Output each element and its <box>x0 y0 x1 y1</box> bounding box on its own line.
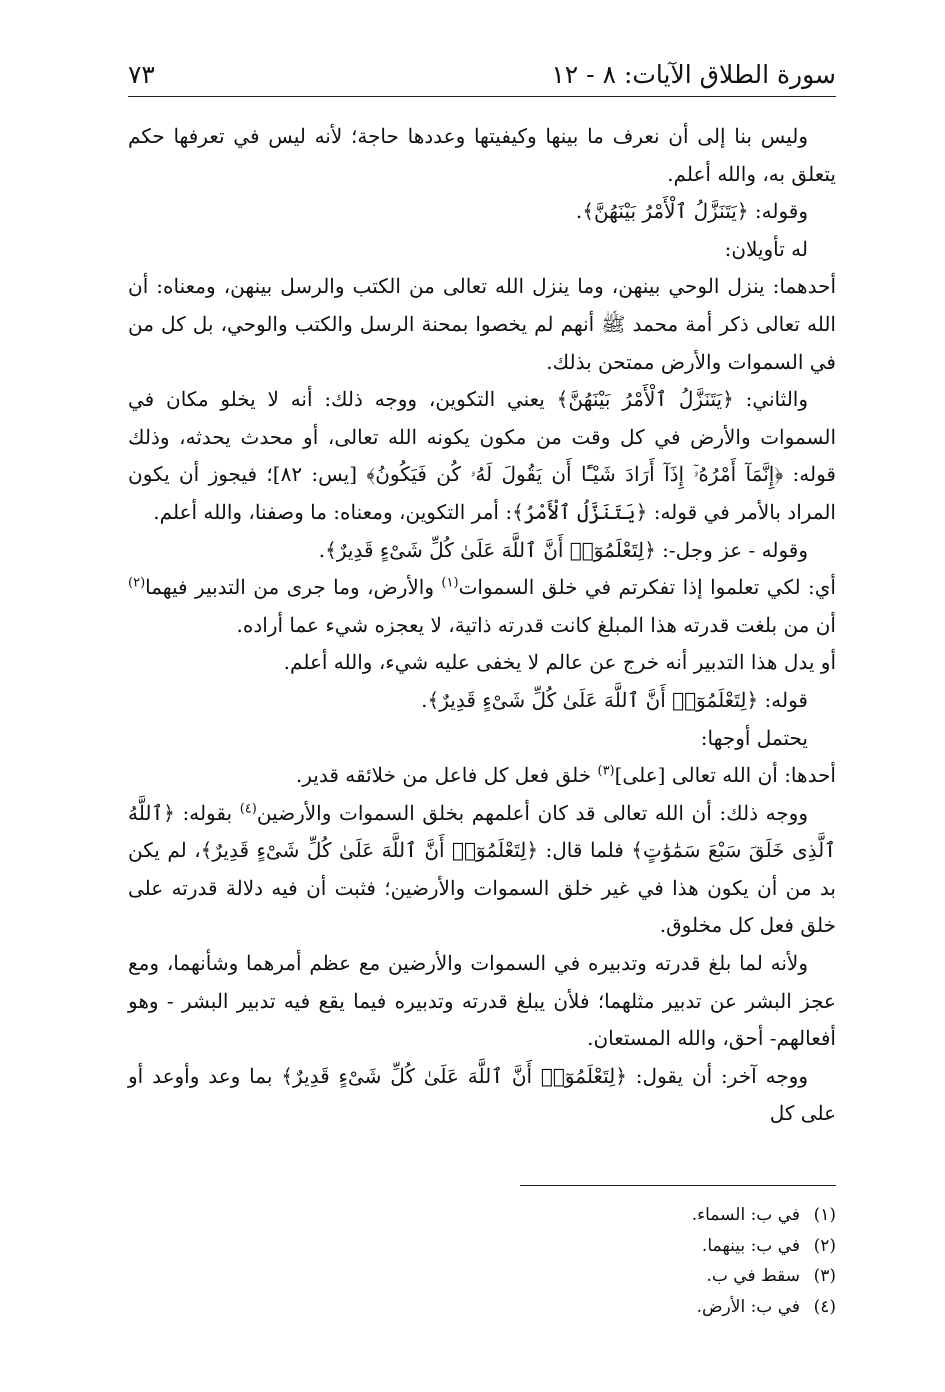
paragraph: والثاني: ﴿يَتَنَزَّلُ ٱلْأَمْرُ بَيْنَهُنَّ﴾ يعني التكوين، ووجه ذلك: أنه لا يخلو مكان في السموات والأرض في كل وقت من مكون يكونه الله تعالى، أو محدث يحدثه، وذلك قوله: ﴿إِنَّمَآ أَمْرُهُۥٓ إِذَآ أَرَادَ شَيْـًٔا أَن يَقُولَ لَهُۥ كُن فَيَكُونُ﴾ [يس: ٨٢]؛ فيجوز أن يكون المراد بالأمر في قوله: ﴿يَتَنَزَّلُ ٱلْأَمْرُ﴾: أمر التكوين، ومعناه: ما وصفنا، والله أعلم. <box>128 387 836 524</box>
footnote-number: (٤) <box>813 1296 836 1317</box>
footnote-divider <box>520 1185 836 1186</box>
page-header <box>128 52 836 97</box>
paragraph: أو يدل هذا التدبير أنه خرج عن عالم لا يخفى عليه شيء، والله أعلم. <box>283 650 836 675</box>
paragraph: يحتمل أوجها: <box>700 725 808 750</box>
paragraph: وقوله - عز وجل-: ﴿لِتَعْلَمُوٓا۟ أَنَّ ٱللَّهَ عَلَىٰ كُلِّ شَىْءٍ قَدِيرٌ﴾. <box>318 537 808 562</box>
quran-verse: ﴿لِتَعْلَمُوٓا۟ أَنَّ ٱللَّهَ عَلَىٰ كُلِّ شَىْءٍ قَدِيرٌ﴾ <box>325 537 656 562</box>
footnote-ref: (١) <box>441 575 459 591</box>
page-number: ٧٣ <box>128 60 155 89</box>
quran-verse: ﴿ٱللَّهُ ٱلَّذِى خَلَقَ سَبْعَ سَمَٰوَٰتٍ﴾ <box>128 800 836 863</box>
footnote-item <box>128 1261 836 1292</box>
paragraph: وقوله: ﴿يَتَنَزَّلُ ٱلْأَمْرُ بَيْنَهُنَّ﴾. <box>575 199 808 224</box>
paragraph: وليس بنا إلى أن نعرف ما بينها وكيفيتها وعددها حاجة؛ لأنه ليس في تعرفها حكم يتعلق به، والله أعلم. <box>128 124 836 186</box>
quran-verse: ﴿لِتَعْلَمُوٓا۟ أَنَّ ٱللَّهَ عَلَىٰ كُلِّ شَىْءٍ قَدِيرٌ﴾ <box>281 1063 627 1088</box>
footnote-item <box>128 1231 836 1262</box>
footnote-number: (٣) <box>813 1266 836 1286</box>
footnote-number: (١) <box>813 1205 836 1225</box>
footnote-ref: (٣) <box>597 763 615 779</box>
paragraph: أي: لكي تعلموا إذا تفكرتم في خلق السموات$^{(١)}$ والأرض، وما جرى من التدبير فيهما$^{(٢)}$ أن من بلغت قدرته هذا المبلغ كانت قدرته ذاتية، لا يعجزه شيء عما أراده. <box>128 575 836 637</box>
paragraph: له تأويلان: <box>724 236 808 261</box>
footnote-ref: (٤) <box>239 801 257 817</box>
quran-verse: ﴿إِنَّمَآ أَمْرُهُۥٓ إِذَآ أَرَادَ شَيْـًٔا أَن يَقُولَ لَهُۥ كُن فَيَكُونُ﴾ <box>366 462 784 487</box>
paragraph: ووجه آخر: أن يقول: ﴿لِتَعْلَمُوٓا۟ أَنَّ ٱللَّهَ عَلَىٰ كُلِّ شَىْءٍ قَدِيرٌ﴾ بما وعد وأوعد أو على كل <box>128 1063 836 1126</box>
footnote-text: في ب: بينهما. <box>701 1235 800 1256</box>
paragraph: ووجه ذلك: أن الله تعالى قد كان أعلمهم بخلق السموات والأرضين$^{(٤)}$ بقوله: ﴿ٱللَّهُ ٱلَّذِى خَلَقَ سَبْعَ سَمَٰوَٰتٍ﴾ فلما قال: ﴿لِتَعْلَمُوٓا۟ أَنَّ ٱللَّهَ عَلَىٰ كُلِّ شَىْءٍ قَدِيرٌ﴾، لم يكن بد من أن يكون هذا في غير خلق السموات والأرضين؛ فثبت أن فيه دلالة قدرته على خلق فعل كل مخلوق. <box>128 800 836 938</box>
footnote-text: في ب: الأرض. <box>696 1296 800 1317</box>
footnote-text: في ب: السماء. <box>691 1205 800 1225</box>
footnotes <box>128 1200 836 1322</box>
footnote-item <box>128 1292 836 1323</box>
quran-verse: ﴿لِتَعْلَمُوٓا۟ أَنَّ ٱللَّهَ عَلَىٰ كُلِّ شَىْءٍ قَدِيرٌ﴾ <box>200 838 539 863</box>
footnote-text: سقط في ب. <box>706 1266 800 1286</box>
quran-verse: ﴿يَتَنَزَّلُ ٱلْأَمْرُ بَيْنَهُنَّ﴾ <box>556 387 734 412</box>
quran-verse: ﴿يَتَنَزَّلُ ٱلْأَمْرُ بَيْنَهُنَّ﴾ <box>582 199 749 224</box>
quran-verse: ﴿يَتَنَزَّلُ ٱلْأَمْرُ﴾ <box>512 499 648 524</box>
footnote-ref: (٢) <box>128 575 146 591</box>
running-title: سورة الطلاق الآيات: ٨ - ١٢ <box>551 60 836 89</box>
quran-verse: ﴿لِتَعْلَمُوٓا۟ أَنَّ ٱللَّهَ عَلَىٰ كُلِّ شَىْءٍ قَدِيرٌ﴾ <box>427 687 759 712</box>
paragraph: ولأنه لما بلغ قدرته وتدبيره في السموات والأرضين مع عظم أمرهما وشأنهما، ومع عجز البشر عن تدبير مثلهما؛ فلأن يبلغ قدرته وتدبيره فيما يقع فيه تدبير البشر - وهو أفعالهم- أحق، والله المستعان. <box>128 951 836 1051</box>
body-text <box>128 118 836 1133</box>
paragraph: أحدها: أن الله تعالى [على]$^{(٣)}$ خلق فعل كل فاعل من خلائقه قدير. <box>295 763 836 788</box>
paragraph: قوله: ﴿لِتَعْلَمُوٓا۟ أَنَّ ٱللَّهَ عَلَىٰ كُلِّ شَىْءٍ قَدِيرٌ﴾. <box>421 687 808 712</box>
paragraph: أحدهما: ينزل الوحي بينهن، وما ينزل الله تعالى من الكتب والرسل بينهن، ومعناه: أن الله تعالى ذكر أمة محمد ﷺ أنهم لم يخصوا بمحنة الرسل والكتب والوحي، بل كل من في السموات والأرض ممتحن بذلك. <box>128 274 836 374</box>
footnote-number: (٢) <box>813 1235 836 1256</box>
footnote-item <box>128 1200 836 1231</box>
